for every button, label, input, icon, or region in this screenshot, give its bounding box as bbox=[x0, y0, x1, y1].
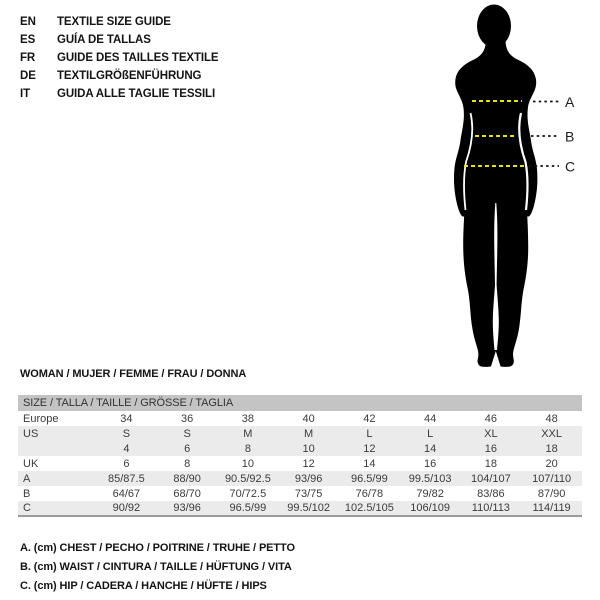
table-row-chest bbox=[18, 471, 582, 486]
row-label-uk: UK bbox=[23, 457, 39, 470]
woman-silhouette-diagram bbox=[420, 0, 600, 380]
section-title-woman: WOMAN / MUJER / FEMME / FRAU / DONNA bbox=[20, 368, 247, 380]
row-label-b: B bbox=[23, 487, 31, 500]
size-cell: 4 bbox=[123, 442, 130, 455]
size-cell: 20 bbox=[545, 457, 558, 470]
size-cell: 18 bbox=[545, 442, 558, 455]
size-cell: S bbox=[122, 427, 131, 440]
size-cell: L bbox=[427, 427, 434, 440]
size-cell: 70/72.5 bbox=[229, 487, 267, 500]
size-cell: 10 bbox=[241, 457, 254, 470]
language-row-fr bbox=[20, 49, 219, 67]
size-cell: 34 bbox=[120, 412, 133, 425]
size-cell: 90/92 bbox=[112, 502, 141, 514]
size-cell: 6 bbox=[123, 457, 130, 470]
guide-title-fr: GUIDE DES TAILLES TEXTILE bbox=[57, 52, 219, 64]
size-cell: 76/78 bbox=[355, 487, 384, 500]
size-cell: 90.5/92.5 bbox=[224, 472, 271, 485]
language-code: EN bbox=[20, 16, 36, 28]
size-table-header-row bbox=[18, 395, 582, 411]
size-cell: 8 bbox=[244, 442, 251, 455]
row-label-europe: Europe bbox=[23, 412, 59, 425]
size-cell: 16 bbox=[484, 442, 497, 455]
size-cell: 85/87.5 bbox=[108, 472, 145, 485]
size-cell: 88/90 bbox=[173, 472, 201, 485]
table-row-waist bbox=[18, 486, 582, 501]
row-label-c: C bbox=[23, 502, 31, 514]
size-cell: 14 bbox=[424, 442, 437, 455]
row-label-us: US bbox=[23, 427, 39, 440]
guide-title-de: TEXTILGRÖßENFÜHRUNG bbox=[57, 70, 202, 82]
size-cell: S bbox=[183, 427, 191, 440]
size-cell: 42 bbox=[363, 412, 376, 425]
guide-title-es: GUÍA DE TALLAS bbox=[57, 34, 151, 46]
size-cell: 99.5/102 bbox=[287, 502, 331, 514]
table-row-us-letters bbox=[18, 426, 582, 441]
table-row-europe bbox=[18, 411, 582, 426]
size-cell: 99.5/103 bbox=[408, 472, 452, 485]
guide-title-en: TEXTILE SIZE GUIDE bbox=[57, 16, 171, 28]
size-cell: 6 bbox=[184, 442, 191, 455]
legend-waist: B. (cm) WAIST / CINTURA / TAILLE / HÜFTUNG / VITA bbox=[20, 561, 292, 573]
language-code: FR bbox=[20, 52, 36, 64]
legend-hip: C. (cm) HIP / CADERA / HANCHE / HÜFTE / HIPS bbox=[20, 580, 267, 592]
language-code: IT bbox=[20, 88, 31, 100]
size-cell: 44 bbox=[424, 412, 437, 425]
size-cell: 106/109 bbox=[410, 502, 450, 514]
size-cell: 16 bbox=[424, 457, 437, 470]
size-cell: 93/96 bbox=[173, 502, 201, 514]
size-cell: 12 bbox=[363, 442, 376, 455]
size-cell: 79/82 bbox=[416, 487, 444, 500]
size-table bbox=[18, 395, 582, 517]
language-guide-list bbox=[20, 13, 219, 103]
size-cell: 107/110 bbox=[532, 472, 572, 485]
language-code: ES bbox=[20, 34, 36, 46]
language-row-es bbox=[20, 31, 219, 49]
size-cell: 93/96 bbox=[294, 472, 323, 485]
size-cell: 87/90 bbox=[537, 487, 566, 500]
size-cell: 104/107 bbox=[470, 472, 511, 485]
size-cell: 12 bbox=[302, 457, 315, 470]
size-cell: 102.5/105 bbox=[344, 502, 394, 514]
size-cell: 36 bbox=[181, 412, 194, 425]
size-cell: 48 bbox=[545, 412, 558, 425]
size-cell: 96.5/99 bbox=[229, 502, 267, 514]
row-label-a: A bbox=[23, 472, 31, 485]
size-cell: 38 bbox=[241, 412, 254, 425]
table-row-us-numbers bbox=[18, 441, 582, 456]
measure-label-chest: A bbox=[565, 94, 575, 110]
legend-chest: A. (cm) CHEST / PECHO / POITRINE / TRUHE / PETTO bbox=[20, 542, 295, 554]
table-row-hip bbox=[18, 501, 582, 516]
measurement-legend bbox=[20, 542, 295, 599]
language-code: DE bbox=[20, 70, 36, 82]
size-cell: M bbox=[243, 427, 253, 440]
size-cell: 96.5/99 bbox=[351, 472, 388, 485]
size-cell: 83/86 bbox=[477, 487, 505, 500]
size-cell: XXL bbox=[541, 427, 563, 440]
size-cell: 110/113 bbox=[471, 502, 510, 514]
language-row-de bbox=[20, 67, 219, 85]
language-row-en bbox=[20, 13, 219, 31]
guide-title-it: GUIDA ALLE TAGLIE TESSILI bbox=[57, 88, 216, 100]
size-cell: 68/70 bbox=[173, 487, 201, 500]
size-table-header: SIZE / TALLA / TAILLE / GRÖSSE / TAGLIA bbox=[18, 395, 582, 411]
size-cell: 14 bbox=[363, 457, 376, 470]
size-cell: 8 bbox=[184, 457, 191, 470]
size-cell: L bbox=[366, 427, 373, 440]
size-cell: 46 bbox=[484, 412, 497, 425]
size-cell: 40 bbox=[302, 412, 315, 425]
size-cell: 73/75 bbox=[294, 487, 323, 500]
size-cell: 18 bbox=[484, 457, 497, 470]
measure-label-waist: B bbox=[565, 128, 575, 145]
measure-label-hip: C bbox=[565, 158, 576, 175]
row-label-blank bbox=[18, 441, 96, 456]
size-cell: XL bbox=[484, 427, 498, 440]
table-row-uk bbox=[18, 456, 582, 471]
size-cell: M bbox=[304, 427, 314, 440]
size-cell: 64/67 bbox=[112, 487, 141, 500]
language-row-it bbox=[20, 85, 219, 103]
size-cell: 114/119 bbox=[532, 502, 571, 514]
size-cell: 10 bbox=[302, 442, 315, 455]
